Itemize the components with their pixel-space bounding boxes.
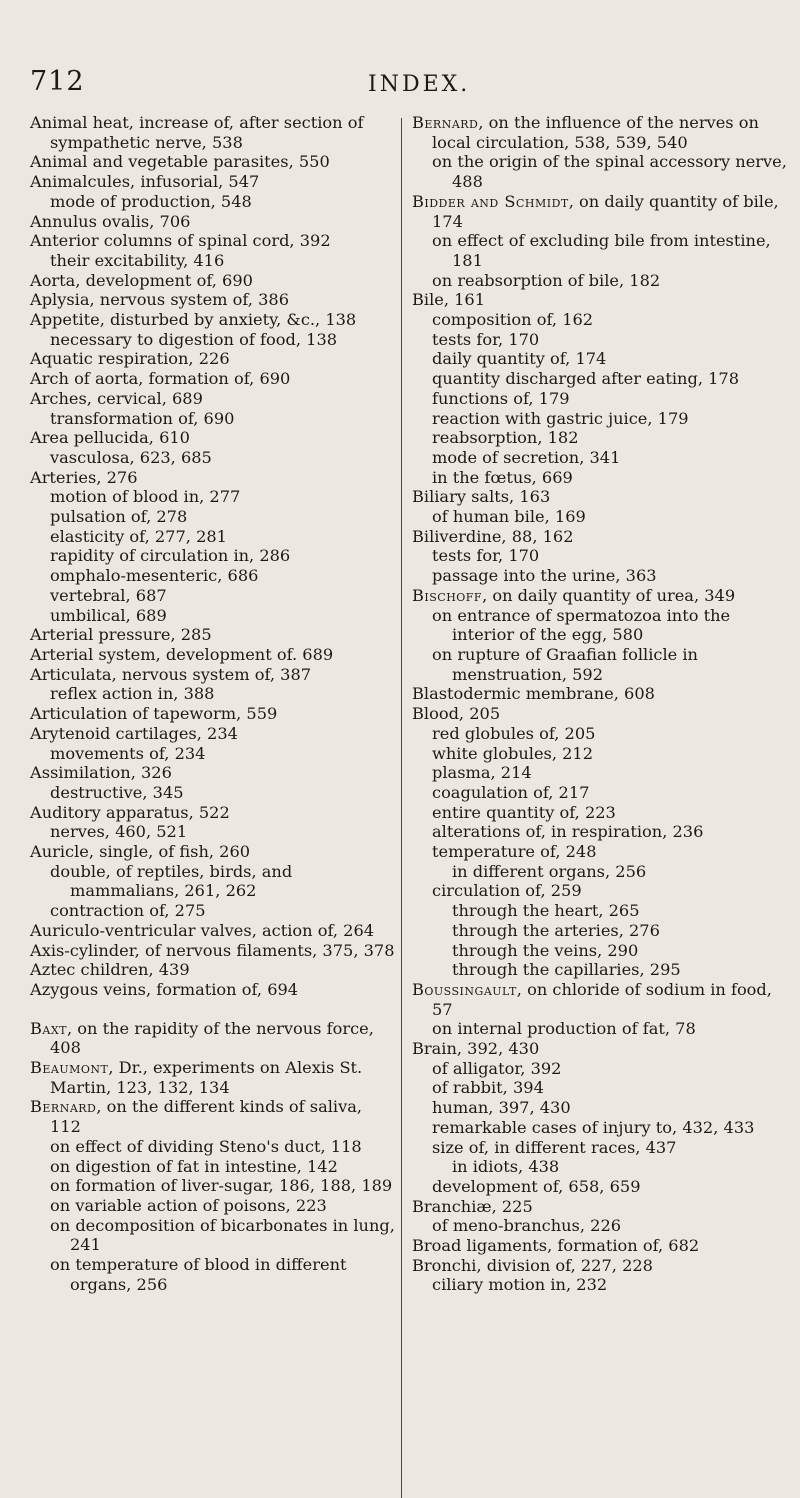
index-subentry: circulation of, 259 [432,881,582,901]
index-entry: Assimilation, 326 [30,763,172,783]
index-entry: Anterior columns of spinal cord, 392 [30,231,331,251]
index-entry: Branchiæ, 225 [412,1196,533,1216]
index-subentry: on effect of dividing Steno's duct, 118 [50,1136,362,1156]
index-entry: Area pellucida, 610 [30,428,190,448]
index-entry: Arteries, 276 [30,467,138,487]
index-subentry: mode of production, 548 [50,191,252,211]
index-subentry: motion of blood in, 277 [50,487,241,507]
index-subentry: entire quantity of, 223 [432,802,616,822]
index-entry: Appetite, disturbed by anxiety, &c., 138 [30,310,357,330]
index-subentry: on temperature of blood in different organs, 256 [50,1255,347,1294]
index-entry: Aztec children, 439 [30,960,190,980]
index-subentry: composition of, 162 [432,310,594,330]
index-entry: Aquatic respiration, 226 [30,349,230,369]
index-subentry: double, of reptiles, birds, and mammalians, 261, 262 [50,861,293,901]
index-subentry: elasticity of, 277, 281 [50,526,227,546]
index-subentry: on effect of excluding bile from intestine, 181 [432,231,771,270]
index-subentry: red globules of, 205 [432,723,596,743]
index-entry: Boussingault, on chloride of sodium in food, 57 [412,979,772,1019]
index-entry: Axis-cylinder, of nervous filaments, 375, 378 [30,940,395,960]
index-entry: Bronchi, division of, 227, 228 [412,1255,653,1275]
index-subentry: contraction of, 275 [50,901,206,921]
index-entry: Bernard, on the influence of the nerves on local circulation, 538, 539, 540 [412,113,759,152]
index-entry: Animal heat, increase of, after section of sympathetic nerve, 538 [30,113,364,152]
index-subentry: on entrance of spermatozoa into the interior of the egg, 580 [432,605,731,645]
index-subentry: temperature of, 248 [432,842,597,862]
index-subentry: mode of secretion, 341 [432,447,621,467]
index-subentry: of human bile, 169 [432,507,586,527]
index-subentry: reabsorption, 182 [432,428,579,448]
index-subentry: through the arteries, 276 [452,920,660,940]
index-entry: Brain, 392, 430 [412,1039,540,1059]
index-subentry: white globules, 212 [432,743,594,763]
index-subentry: functions of, 179 [432,388,570,408]
index-subentry: tests for, 170 [432,546,540,566]
index-subentry: on internal production of fat, 78 [432,1019,696,1039]
index-subentry: destructive, 345 [50,782,184,802]
index-subentry: vasculosa, 623, 685 [50,447,212,467]
index-entry: Blastodermic membrane, 608 [412,684,655,704]
index-subentry: through the heart, 265 [452,901,640,921]
index-entry: Animal and vegetable parasites, 550 [30,152,330,172]
index-entry: Auricle, single, of fish, 260 [30,842,251,862]
index-entry: Auditory apparatus, 522 [30,802,230,822]
index-subentry: size of, in different races, 437 [432,1137,677,1157]
index-entry: Arches, cervical, 689 [30,388,203,408]
index-subentry: on decomposition of bicarbonates in lung, 241 [50,1215,395,1255]
index-subentry: on variable action of poisons, 223 [50,1195,327,1215]
index-subentry: transformation of, 690 [50,408,235,428]
index-entry: Broad ligaments, formation of, 682 [412,1236,700,1256]
index-entry: Articulation of tapeworm, 559 [30,704,278,724]
index-subentry: vertebral, 687 [50,585,167,605]
index-subentry: umbilical, 689 [50,605,167,625]
index-subentry: alterations of, in respiration, 236 [432,822,704,842]
index-subentry: in the fœtus, 669 [432,467,573,487]
index-subentry: human, 397, 430 [432,1098,571,1118]
index-entry: Bile, 161 [412,290,486,310]
index-subentry: of meno-branchus, 226 [432,1216,622,1236]
index-subentry: quantity discharged after eating, 178 [432,369,740,389]
index-entry: Blood, 205 [412,704,501,724]
index-subentry: of rabbit, 394 [432,1078,544,1098]
page-number: 712 [30,66,85,97]
index-subentry: movements of, 234 [50,743,206,763]
index-subentry: on rupture of Graafian follicle in menstruation, 592 [432,644,698,684]
index-subentry: tests for, 170 [432,329,540,349]
column-divider [401,118,402,1498]
index-entry: Beaumont, Dr., experiments on Alexis St. Martin, 123, 132, 134 [30,1058,363,1097]
index-entry: Arterial system, development of. 689 [30,644,334,664]
index-subentry: in idiots, 438 [452,1157,560,1177]
index-subentry: coagulation of, 217 [432,782,590,802]
index-subentry: rapidity of circulation in, 286 [50,546,291,566]
index-entry: Bidder and Schmidt, on daily quantity of bile, 174 [412,191,779,231]
index-entry: Articulata, nervous system of, 387 [30,664,312,684]
index-subentry: development of, 658, 659 [432,1176,641,1196]
index-subentry: necessary to digestion of food, 138 [50,329,338,349]
index-entry: Baxt, on the rapidity of the nervous force, 408 [30,1018,374,1058]
index-entry: Arterial pressure, 285 [30,625,212,645]
index-subentry: passage into the urine, 363 [432,566,657,586]
index-entry: Bischoff, on daily quantity of urea, 349 [412,585,736,605]
index-subentry: pulsation of, 278 [50,507,188,527]
index-subentry: on digestion of fat in intestine, 142 [50,1156,338,1176]
index-entry: Arytenoid cartilages, 234 [30,723,238,743]
index-entry: Bernard, on the different kinds of saliva, 112 [30,1097,363,1137]
index-column-left [30,113,395,1294]
index-subentry: nerves, 460, 521 [50,822,188,842]
index-subentry: through the capillaries, 295 [452,960,681,980]
section-gap [30,1000,395,1019]
index-entry: Animalcules, infusorial, 547 [30,172,260,192]
index-entry: Arch of aorta, formation of, 690 [30,369,291,389]
index-subentry: remarkable cases of injury to, 432, 433 [432,1117,755,1137]
index-column-right [412,113,787,1295]
index-entry: Biliverdine, 88, 162 [412,526,574,546]
index-subentry: ciliary motion in, 232 [432,1275,608,1295]
index-entry: Annulus ovalis, 706 [30,211,191,231]
index-entry: Aplysia, nervous system of, 386 [30,290,289,310]
index-subentry: their excitability, 416 [50,250,225,270]
index-entry: Azygous veins, formation of, 694 [30,979,299,999]
index-subentry: reflex action in, 388 [50,684,215,704]
index-entry: Auriculo-ventricular valves, action of, 264 [30,920,375,940]
index-subentry: of alligator, 392 [432,1058,562,1078]
index-subentry: daily quantity of, 174 [432,349,607,369]
index-subentry: plasma, 214 [432,763,532,783]
index-subentry: on reabsorption of bile, 182 [432,270,661,290]
index-entry: Aorta, development of, 690 [30,270,253,290]
index-subentry: through the veins, 290 [452,940,639,960]
index-subentry: on formation of liver-sugar, 186, 188, 189 [50,1176,393,1196]
index-subentry: on the origin of the spinal accessory nerve, 488 [432,152,787,192]
index-subentry: reaction with gastric juice, 179 [432,408,689,428]
index-subentry: in different organs, 256 [452,861,647,881]
index-entry: Biliary salts, 163 [412,487,551,507]
index-subentry: omphalo-mesenteric, 686 [50,566,259,586]
running-title: INDEX. [368,72,471,97]
